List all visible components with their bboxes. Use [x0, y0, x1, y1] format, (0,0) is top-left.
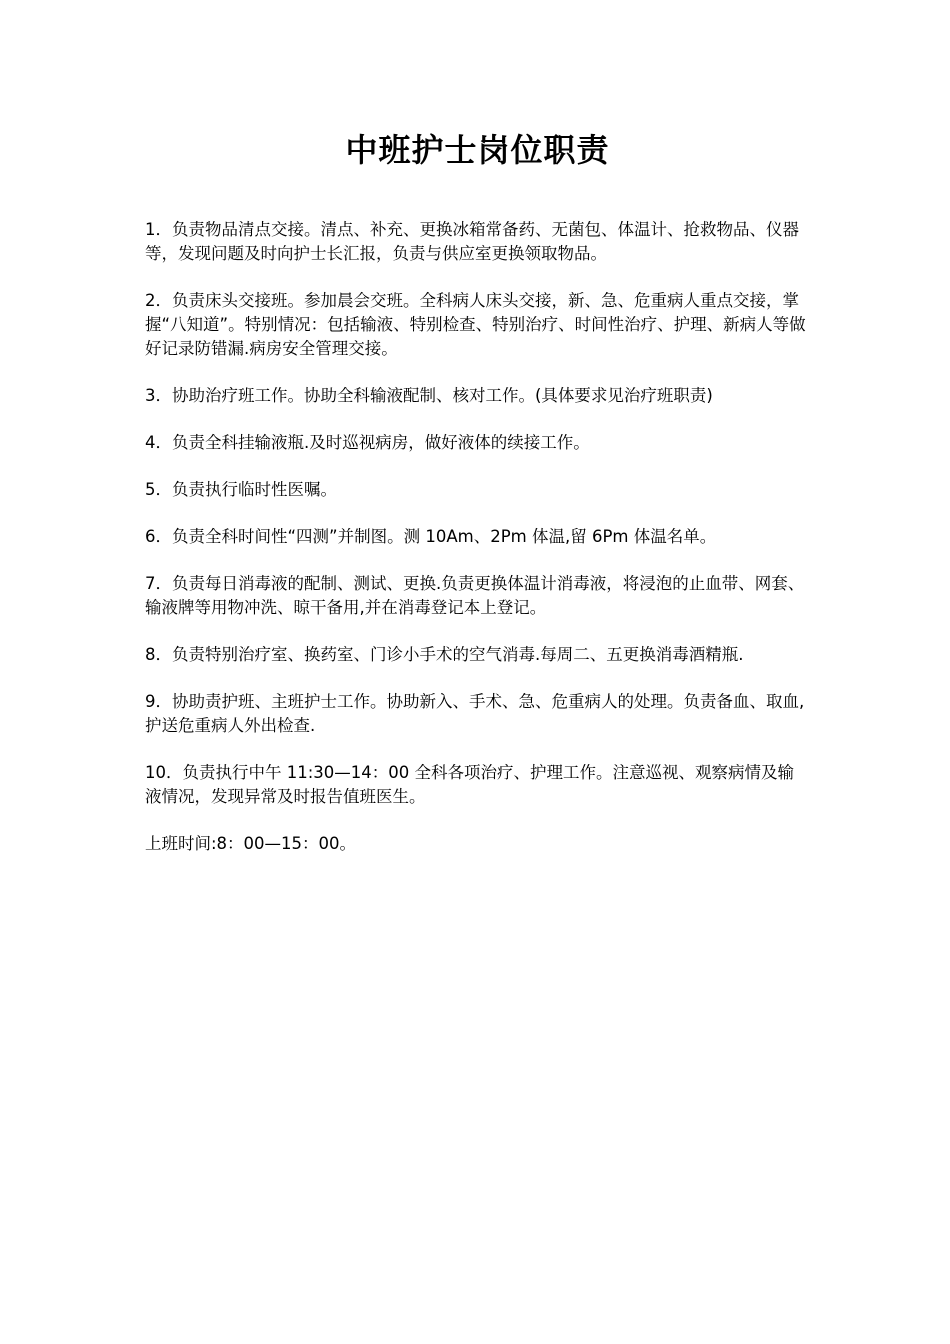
list-item: 7．负责每日消毒液的配制、测试、更换.负责更换体温计消毒液，将浸泡的止血带、网套、输液牌等用物冲洗、晾干备用,并在消毒登记本上登记。 [145, 574, 805, 617]
list-item: 8．负责特别治疗室、换药室、门诊小手术的空气消毒.每周二、五更换消毒酒精瓶. [145, 645, 744, 664]
list-item: 5．负责执行临时性医嘱。 [145, 480, 337, 499]
work-hours: 上班时间:8：00—15：00。 [145, 834, 357, 853]
list-item: 9．协助责护班、主班护士工作。协助新入、手术、急、危重病人的处理。负责备血、取血,护送危重病人外出检查. [145, 692, 805, 735]
page-title: 中班护士岗位职责 [345, 131, 610, 169]
list-item: 10．负责执行中午 11:30—14：00 全科各项治疗、护理工作。注意巡视、观察病情及输液情况，发现异常及时报告值班医生。 [145, 763, 795, 806]
list-item: 1．负责物品清点交接。清点、补充、更换冰箱常备药、无菌包、体温计、抢救物品、仪器等，发现问题及时向护士长汇报，负责与供应室更换领取物品。 [145, 220, 799, 263]
duty-list [145, 218, 810, 809]
list-item: 6．负责全科时间性“四测”并制图。测 10Am、2Pm 体温,留 6Pm 体温名单。 [145, 527, 717, 546]
list-item: 3．协助治疗班工作。协助全科输液配制、核对工作。(具体要求见治疗班职责) [145, 386, 713, 405]
document-page [145, 0, 810, 856]
list-item: 4．负责全科挂输液瓶.及时巡视病房，做好液体的续接工作。 [145, 433, 590, 452]
list-item: 2．负责床头交接班。参加晨会交班。全科病人床头交接，新、急、危重病人重点交接，掌握“八知道”。特别情况：包括输液、特别检查、特别治疗、时间性治疗、护理、新病人等做好记录防错漏.病房安全管理交接。 [145, 291, 806, 358]
